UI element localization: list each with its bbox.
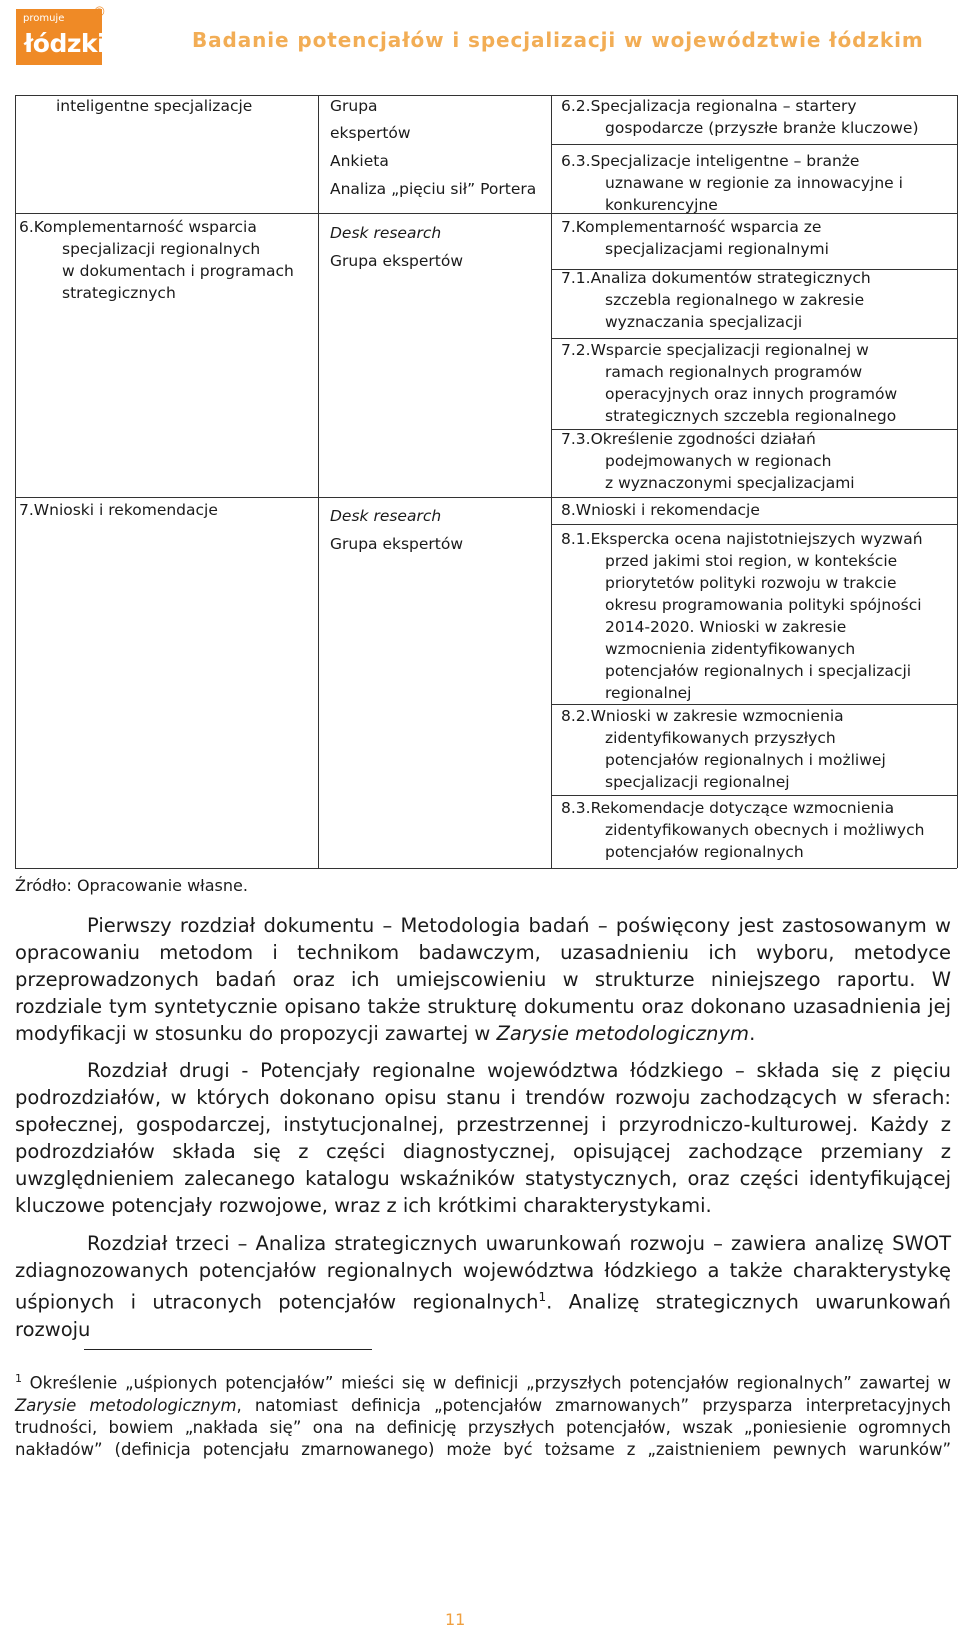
chapter-item-8-2 [561,705,886,793]
logo-big-text: łódzkie [24,29,122,58]
row-divider [551,524,957,525]
footnote-marker: 1 [15,1372,22,1385]
item-line: 2014-2020. Wnioski w zakresie [605,618,847,636]
table-bottom-border [15,868,957,869]
paragraph-text: Rozdział drugi - Potencjały regionalne województwa łódzkiego – składa się z pięciu podrozdziałów, w których dokonano opisu stanu i trendów rozwoju zachodzących w sferach: społecznej, gospodarczej, instytucjonalnej, przestrzennej i przyrodniczo-kulturowej. Każdy z podrozdziałów składa się z części diagnostycznej, opisującej zachodzące przemiany z uwzględnieniem zalecanego katalogu wskaźników statystycznych, oraz części identyfikującej kluczowe potencjały rozwojowe, wraz z ich krótkimi charakterystykami. [15,1059,951,1217]
body-paragraph-3 [15,1230,951,1343]
footnote-text: Określenie „uśpionych potencjałów” mieści się w definicji „przyszłych potencjałów regionalnych” zawartej w [22,1373,951,1393]
item-line: regionalnej [605,684,692,702]
method-grupa-ekspertow: Grupa ekspertów [330,535,464,553]
item-line: 8.Wnioski i rekomendacje [561,501,760,519]
row-divider [15,497,957,498]
paragraph-text: . [749,1022,756,1045]
scope-cell-chapter-6-line4: strategicznych [62,284,176,302]
paragraph-text: Rozdział trzeci – Analiza strategicznych uwarunkowań rozwoju – zawiera analizę SWOT zdiagnozowanych potencjałów regionalnych województwa łódzkiego a także charakterystykę uśpionych i utraconych potencjałów regionalnych [15,1232,951,1314]
paragraph-text: Pierwszy rozdział dokumentu – Metodologia badań – poświęcony jest zastosowanym w opracowaniu metodom i technikom badawczym, uzasadnieniu ich wyboru, metodyce przeprowadzonych badań oraz ich umiejscowieniu w strukturze niniejszego raportu. W rozdziale tym syntetycznie opisano także strukturę dokumentu oraz dokonano uzasadnienia jej modyfikacji w stosunku do propozycji zawartej w [15,914,951,1045]
item-line: uznawane w regionie za innowacyjne i [605,174,903,192]
item-line: strategicznych szczebla regionalnego [605,407,897,425]
research-scope-table [15,95,958,905]
chapter-item-7-1 [561,267,871,333]
method-porter: Analiza „pięciu sił” Portera [330,180,537,198]
chapter-item-8 [561,499,760,521]
item-line: wyznaczania specjalizacji [605,313,803,331]
item-line: 6.2.Specjalizacja regionalna – startery [561,97,857,115]
scope-cell-inteligentne: inteligentne specjalizacje [56,97,253,115]
scope-cell-chapter-7: 7.Wnioski i rekomendacje [19,501,218,519]
footnote-separator [84,1349,372,1350]
scope-cell-chapter-6-line1: 6.Komplementarność wsparcia [19,218,257,236]
item-line: priorytetów polityki rozwoju w trakcie [605,574,897,592]
row-divider [15,213,551,214]
chapter-item-7-3 [561,428,855,494]
item-line: operacyjnych oraz innych programów [605,385,898,403]
promuje-lodzkie-logo [16,9,122,65]
method-grupa-ekspertow: Grupa ekspertów [330,252,464,270]
chapter-item-8-3 [561,797,924,863]
table-left-border [15,95,16,868]
registered-mark: ® [93,5,106,20]
item-line: 7.Komplementarność wsparcia ze [561,218,822,236]
item-line: okresu programowania polityki spójności [605,596,922,614]
item-line: specjalizacji regionalnej [605,773,790,791]
chapter-item-7 [561,216,829,260]
method-desk-research: Desk research [330,507,442,525]
footnote-italic-text: Zarysie metodologicznym [15,1395,237,1415]
item-line: z wyznaczonymi specjalizacjami [605,474,855,492]
footnote-text: , natomiast definicja „potencjałów zmarnowanych” przysparza interpretacyjnych trudności, bowiem „nakłada się” ona na definicję przyszłych potencjałów, wszak „poniesienie ogromnych nakładów” (definicja potencjału zmarnowanego) może być tożsame z „zaistnieniem pewnych warunków” [15,1395,951,1459]
item-line: ramach regionalnych programów [605,363,863,381]
method-ankieta: Ankieta [330,152,389,170]
item-line: konkurencyjne [605,196,718,214]
item-line: podejmowanych w regionach [605,452,832,470]
paragraph-text: . Analizę strategicznych uwarunkowań rozwoju [15,1290,952,1341]
scope-cell-chapter-6-line2: specjalizacji regionalnych [62,240,261,258]
footnote [15,1368,951,1461]
chapter-item-7-2 [561,339,897,427]
item-line: 7.1.Analiza dokumentów strategicznych [561,269,871,287]
row-divider [551,795,957,796]
item-line: wzmocnienia zidentyfikowanych [605,640,856,658]
item-line: 8.2.Wnioski w zakresie wzmocnienia [561,707,844,725]
item-line: 7.2.Wsparcie specjalizacji regionalnej w [561,341,869,359]
body-paragraph-2 [15,1057,951,1219]
item-line: 8.1.Ekspercka ocena najistotniejszych wyzwań [561,530,923,548]
paragraph-italic-text: Zarysie metodologicznym [496,1022,750,1045]
body-paragraph-1 [15,912,951,1047]
item-line: szczebla regionalnego w zakresie [605,291,865,309]
item-line: potencjałów regionalnych i możliwej [605,751,886,769]
table-right-border [957,95,958,868]
item-line: gospodarcze (przyszłe branże kluczowe) [605,119,919,137]
table-source-note: Źródło: Opracowanie własne. [15,876,248,895]
item-line: zidentyfikowanych przyszłych [605,729,836,747]
method-desk-research: Desk research [330,224,442,242]
item-line: 6.3.Specjalizacje inteligentne – branże [561,152,860,170]
footnote-reference[interactable]: 1 [538,1290,547,1304]
row-divider [551,144,957,145]
running-header-title: Badanie potencjałów i specjalizacji w województwie łódzkim [192,28,924,52]
method-ekspertow: ekspertów [330,124,411,142]
item-line: zidentyfikowanych obecnych i możliwych [605,821,925,839]
logo-small-text: promuje [23,13,65,24]
item-line: specjalizacjami regionalnymi [605,240,829,258]
item-line: przed jakimi stoi region, w kontekście [605,552,898,570]
chapter-item-6-3 [561,150,903,216]
column-divider-1 [318,95,319,868]
scope-cell-chapter-6-line3: w dokumentach i programach [62,262,294,280]
item-line: 8.3.Rekomendacje dotyczące wzmocnienia [561,799,895,817]
item-line: 7.3.Określenie zgodności działań [561,430,816,448]
method-grupa: Grupa [330,97,378,115]
chapter-item-8-1 [561,528,923,704]
item-line: potencjałów regionalnych [605,843,804,861]
column-divider-2 [551,95,552,868]
page-number: 11 [445,1610,466,1629]
item-line: potencjałów regionalnych i specjalizacji [605,662,912,680]
chapter-item-6-2 [561,95,919,139]
